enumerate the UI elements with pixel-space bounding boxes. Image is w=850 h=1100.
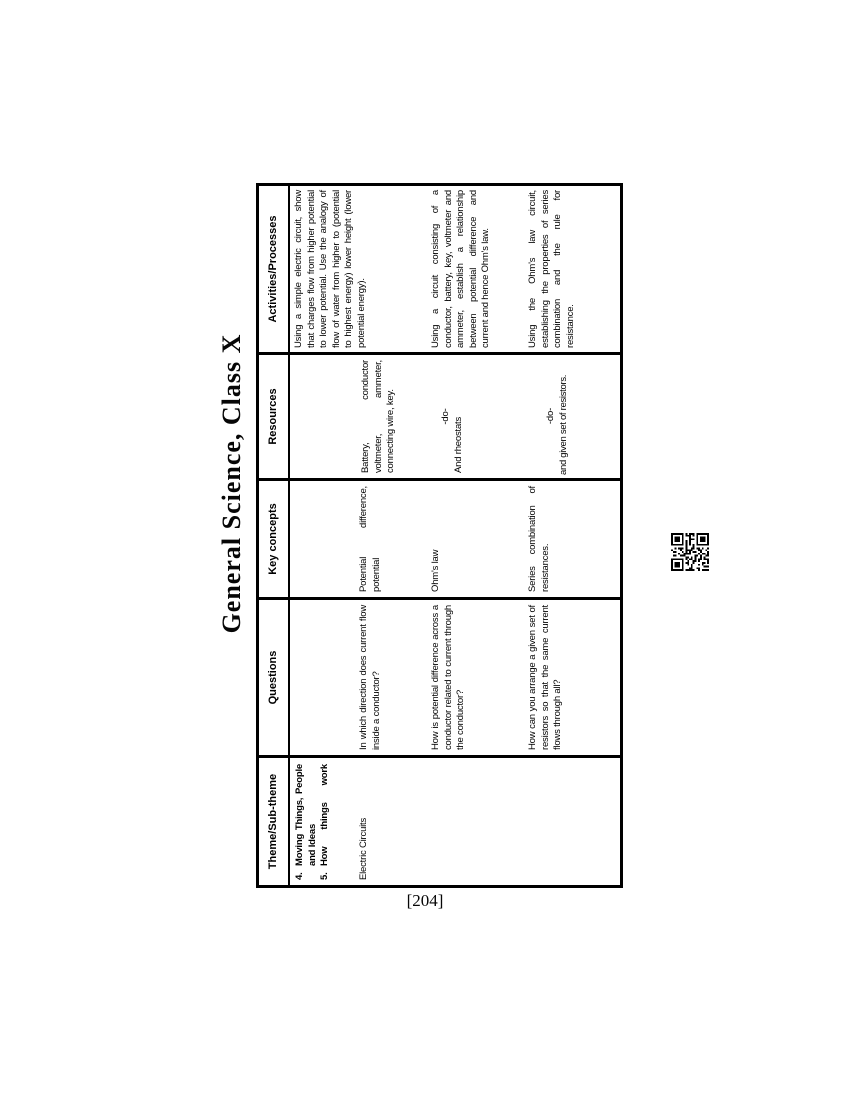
column-header-theme: Theme/Sub-theme — [259, 758, 290, 885]
page-number: [204] — [406, 891, 444, 910]
theme-item-5: 5. How things work — [319, 764, 330, 880]
key-concept-2: Ohm's law — [430, 549, 441, 592]
column-header-resources: Resources — [259, 355, 290, 481]
column-header-activities: Activities/Processes — [259, 186, 290, 355]
column-header-key-concepts: Key concepts — [259, 481, 290, 600]
question-2: How is potential difference across a conductor related to current through the conductor? — [430, 605, 466, 750]
resource-3: -do- and given set of resistors. — [545, 357, 570, 475]
syllabus-table — [256, 183, 623, 888]
activity-3: Using the Ohm's law circuit, establishing the properties of series combination and the rule for resistance. — [527, 190, 576, 348]
activity-2: Using a circuit consisting of a conductor, battery, key, voltmeter and ammeter, establish a relationship between potential difference and current and hence Ohm's law. — [430, 190, 491, 348]
cell-resources — [290, 355, 620, 481]
cell-questions — [290, 600, 620, 758]
activity-1: Using a simple electric circuit, show that charges flow from higher potential to lower potential. Use the analogy of flow of water from higher to (potential to highest energy) lower height (lower potential energy). — [293, 190, 367, 348]
question-1: In which direction does current flow inside a conductor? — [358, 605, 382, 750]
resource-1: Battery, conductor voltmeter, ammeter, connecting wire, key. — [360, 360, 396, 473]
key-concept-1: Potential difference, potential — [358, 486, 382, 592]
theme-item-4: 4. Moving Things, People and Ideas — [294, 764, 318, 880]
resource-2: -do- And rheostats — [440, 360, 465, 473]
cell-key-concepts — [290, 481, 620, 600]
sub-theme: Electric Circuits — [358, 817, 369, 880]
cell-activities — [290, 186, 620, 355]
theme-items — [294, 764, 332, 880]
page-title: General Science, Class X — [217, 333, 246, 634]
ditto-mark: -do- — [545, 407, 556, 425]
qr-code — [671, 533, 709, 571]
column-header-questions: Questions — [259, 600, 290, 758]
ditto-mark: -do- — [440, 408, 451, 425]
cell-theme — [290, 758, 620, 885]
question-3: How can you arrange a given set of resistors so that the same current flows through all? — [527, 605, 563, 750]
key-concept-3: Series combination of resistances. — [527, 486, 551, 592]
